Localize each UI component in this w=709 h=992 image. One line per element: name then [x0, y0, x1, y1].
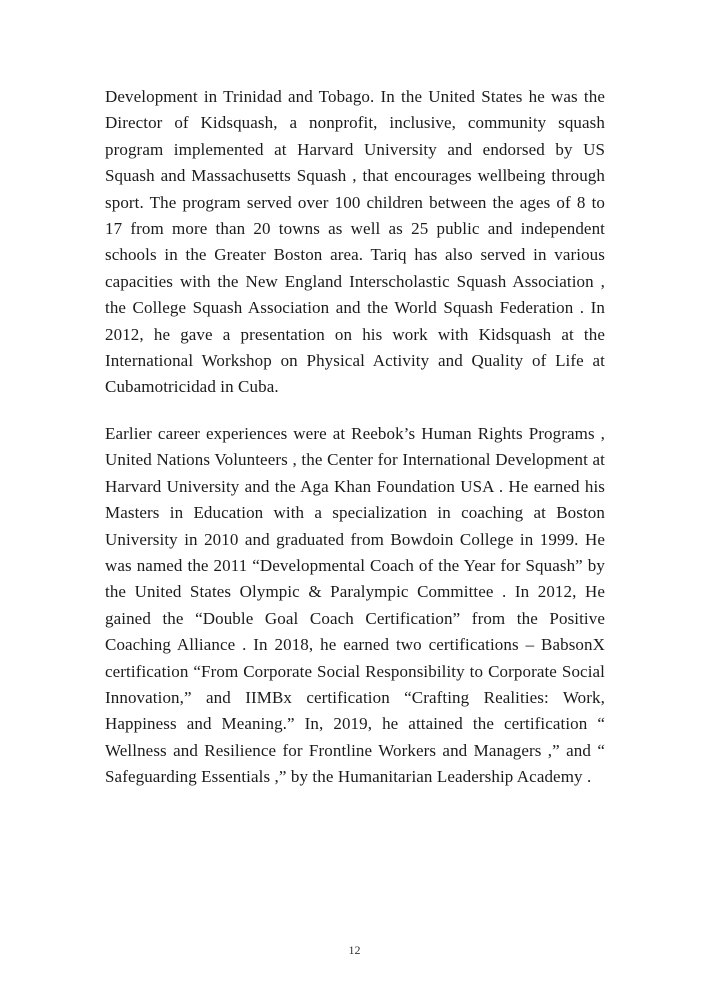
paragraph-career-kidsquash: Development in Trinidad and Tobago. In the United States he was the Director of Kidsquash, a nonprofit, inclusive, community squash program implemented at Harvard University and endorsed by US Squash and Massachusetts Squash , that encourages wellbeing through sport. The program served over 100 children between the ages of 8 to 17 from more than 20 towns as well as 25 public and independent schools in the Greater Boston area. Tariq has also served in various capacities with the New England Interscholastic Squash Association , the College Squash Association and the World Squash Federation . In 2012, he gave a presentation on his work with Kidsquash at the International Workshop on Physical Activity and Quality of Life at Cubamotricidad in Cuba. [105, 87, 605, 397]
paragraph-earlier-career: Earlier career experiences were at Reebok’s Human Rights Programs , United Nations Volunteers , the Center for International Development at Harvard University and the Aga Khan Foundation USA . He earned his Masters in Education with a specialization in coaching at Boston University in 2010 and graduated from Bowdoin College in 1999. He was named the 2011 “Developmental Coach of the Year for Squash” by the United States Olympic & Paralympic Committee . In 2012, He gained the “Double Goal Coach Certification” from the Positive Coaching Alliance . In 2018, he earned two certifications – BabsonX certification “From Corporate Social Responsibility to Corporate Social Innovation,” and IIMBx certification “Crafting Realities: Work, Happiness and Meaning.” In, 2019, he attained the certification “ Wellness and Resilience for Frontline Workers and Managers ,” and “ Safeguarding Essentials ,” by the Humanitarian Leadership Academy . [105, 423, 605, 787]
page-number: 12 [348, 943, 361, 957]
text-body [105, 84, 605, 811]
